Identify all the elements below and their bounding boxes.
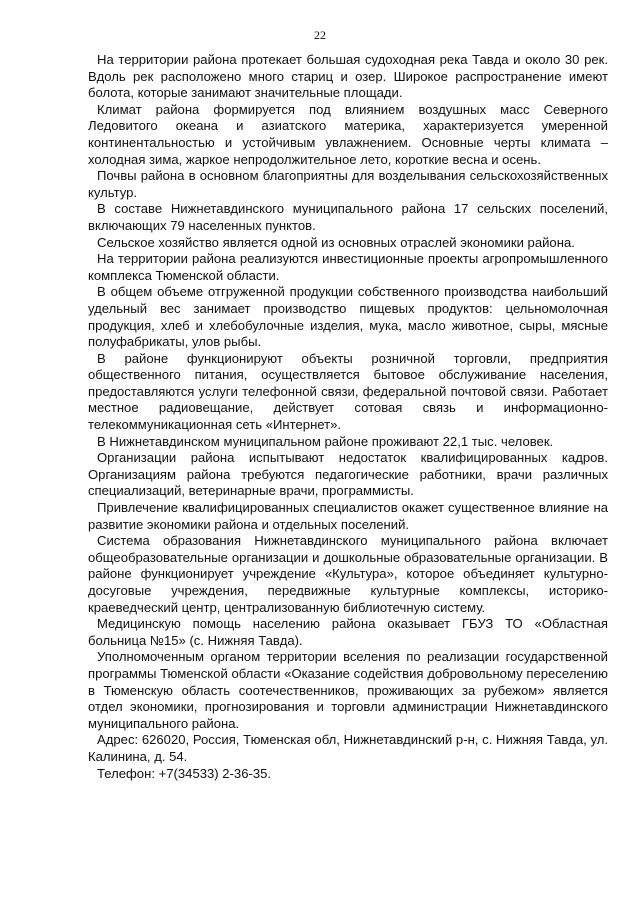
paragraph-services: В районе функционируют объекты розничной торговли, предприятия общественного питания, осуществляется бытовое обслуживание населения, предоставляются услуги телефонной связи, федеральной почтовой связи. Работает местное радиовещание, действует сотовая связь и информационно-телекоммуникационная сеть «Интернет». bbox=[88, 350, 608, 433]
paragraph-climate: Климат района формируется под влиянием воздушных масс Северного Ледовитого океана и азиатского материка, характеризуется умеренной континентальностью и устойчивым увлажнением. Основные черты климата – холодная зима, жаркое непродолжительное лето, короткие весна и осень. bbox=[88, 101, 608, 167]
paragraph-rivers: На территории района протекает большая судоходная река Тавда и около 30 рек. Вдоль рек расположено много стариц и озер. Широкое распространение имеют болота, которые занимают значительные площади. bbox=[88, 52, 608, 101]
paragraph-education-culture: Система образования Нижнетавдинского муниципального района включает общеобразовательные организации и дошкольные образовательные организации. В районе функционирует учреждение «Культура», которое объединяет культурно-досуговые учреждения, передвижные культурные комплексы, историко-краеведческий центр, централизованную библиотечную систему. bbox=[88, 533, 608, 615]
paragraph-population: В Нижнетавдинском муниципальном районе проживают 22,1 тыс. человек. bbox=[97, 433, 554, 449]
page-number: 22 bbox=[314, 28, 326, 42]
paragraph-settlements: В составе Нижнетавдинского муниципального района 17 сельских поселений, включающих 79 населенных пунктов. bbox=[88, 201, 608, 233]
paragraph-authorized-body: Уполномоченным органом территории вселения по реализации государственной программы Тюменской области «Оказание содействия добровольному переселению в Тюменскую область соотечественников, проживающих за рубежом» является отдел экономики, прогнозирования и торговли администрации Нижнетавдинского муниципального района. bbox=[88, 649, 608, 731]
document-body bbox=[88, 52, 608, 782]
paragraph-healthcare: Медицинскую помощь населению района оказывает ГБУЗ ТО «Областная больница №15» (с. Нижняя Тавда). bbox=[88, 616, 608, 648]
paragraph-address: Адрес: 626020, Россия, Тюменская обл, Нижнетавдинский р-н, с. Нижняя Тавда, ул. Калинина, д. 54. bbox=[88, 732, 608, 764]
paragraph-agriculture: Сельское хозяйство является одной из основных отраслей экономики района. bbox=[97, 234, 575, 250]
paragraph-phone: Телефон: +7(34533) 2-36-35. bbox=[97, 765, 272, 781]
paragraph-soils: Почвы района в основном благоприятны для возделывания сельскохозяйственных культур. bbox=[88, 168, 608, 200]
paragraph-staff-shortage: Организации района испытывают недостаток квалифицированных кадров. Организациям района требуются педагогические работники, врачи различных специализаций, ветеринарные врачи, программисты. bbox=[88, 450, 608, 499]
paragraph-production: В общем объеме отгруженной продукции собственного производства наибольший удельный вес занимает производство пищевых продуктов: цельномолочная продукция, хлеб и хлебобулочные изделия, мука, масло животное, сыры, мясные полуфабрикаты, улов рыбы. bbox=[88, 284, 608, 350]
paragraph-specialists: Привлечение квалифицированных специалистов окажет существенное влияние на развитие экономики района и отдельных поселений. bbox=[88, 500, 608, 532]
paragraph-investment-projects: На территории района реализуются инвестиционные проекты агропромышленного комплекса Тюменской области. bbox=[88, 251, 608, 283]
